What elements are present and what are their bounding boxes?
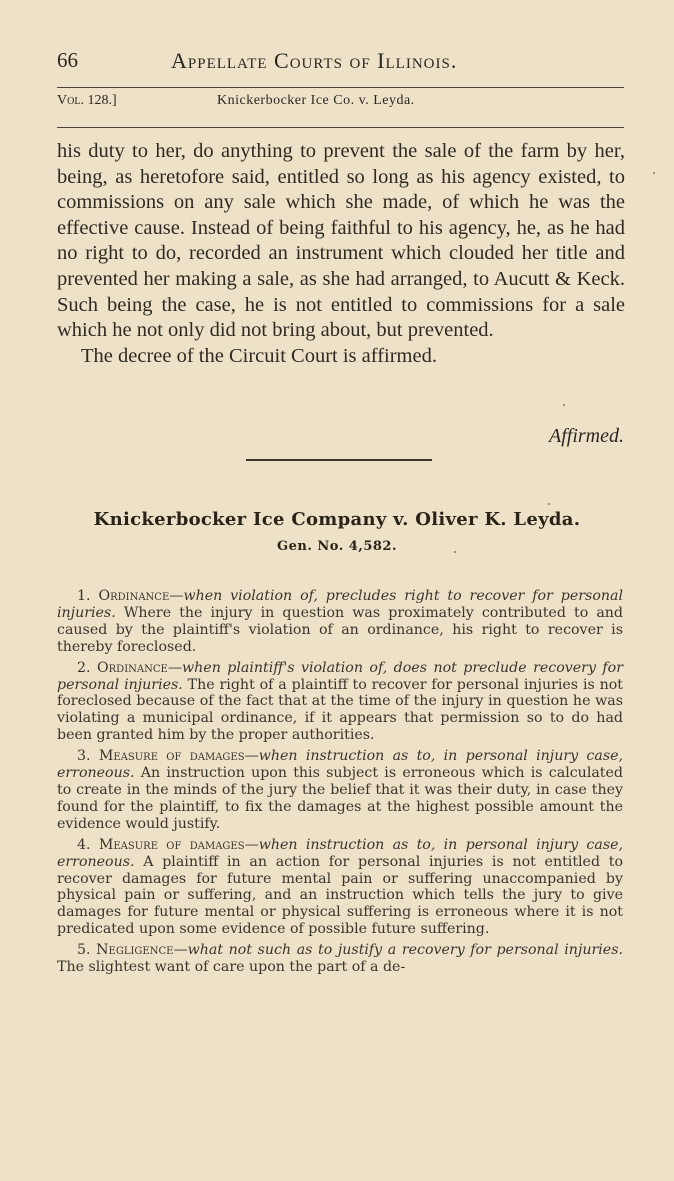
headnote [57,588,623,656]
page-number: 66 [57,48,78,72]
headnote [57,660,623,745]
headnote-topic: Measure of damages [98,836,245,853]
case-short-title: Knickerbocker Ice Co. v. Leyda. [217,93,415,108]
headnote-number: 3. [77,748,91,765]
headnote-topic: Ordinance [98,588,170,604]
headnote [57,748,623,833]
section-divider [246,459,432,461]
headnote-topic: Ordinance [97,659,168,676]
headnote-text: An instruction upon this subject is erroneous which is calculated to create in the minds of the jury the belief that it was their duty, in case they found for the plaintiff, to fix the damages at the highest possible amount the evidence would justify. [57,765,623,832]
headnote-summary: —when instruction as to, in personal injury case, erroneous. [57,748,624,782]
headnote-text: The slightest want of care upon the part of a de- [57,959,406,976]
headnote-topic: Negligence [96,942,174,959]
headnote-summary: —when violation of, precludes right to recover for personal injuries. [57,588,623,621]
running-title: Appellate Courts of Illinois. [171,48,458,73]
paper-speck [454,551,456,553]
opinion-paragraph: his duty to her, do anything to prevent the sale of the farm by her, being, as heretofore said, entitled so long as his agency existed, to commissions on any sale which she made, of which he was the effective cause. Instead of being faithful to his agency, he, as he had no right to do, recorded an instrument which clouded her title and prevented her making a sale, as she had arranged, to Aucutt & Keck. Such being the case, he is not entitled to commissions for a sale which he not only did not bring about, but prevented. [57,140,625,342]
paper-speck [563,404,565,406]
header-rule-bottom [57,127,624,128]
headnote [57,942,623,976]
volume-label: Vol. 128.] [57,93,117,108]
case-title: Knickerbocker Ice Company v. Oliver K. Leyda. [93,509,581,530]
paper-speck [653,172,655,174]
headnotes [57,588,623,980]
headnote-summary: —when instruction as to, in personal injury case, erroneous. [57,836,624,870]
headnote-number: 2. [77,659,91,676]
opinion-text [57,139,625,369]
general-number: Gen. No. 4,582. [277,539,397,554]
headnote-summary: —when plaintiff's violation of, does not preclude recovery for personal injuries. [57,659,623,693]
headnote-text: Where the injury in question was proximately contributed to and caused by the plaintiff's violation of an ordinance, his right to recover is thereby foreclosed. [57,604,623,655]
paper-speck [548,503,550,505]
page-header [57,48,624,84]
headnote-number: 5. [77,942,91,959]
headnote-number: 1. [77,588,91,604]
header-rule-top [57,87,624,88]
headnote-summary: —what not such as to justify a recovery for personal injuries. [173,942,623,959]
opinion-paragraph: The decree of the Circuit Court is affirmed. [81,344,437,367]
headnote-number: 4. [77,836,91,853]
headnote [57,837,623,938]
sub-header [57,93,624,117]
headnote-text: A plaintiff in an action for personal injuries is not entitled to recover damages for future mental pain or suffering unaccompanied by physical pain or suffering, and an instruction which tells the jury to give damages for future mental or physical suffering is erroneous where it is not predicated upon some evidence of possible future suffering. [57,853,624,938]
disposition: Affirmed. [549,425,624,447]
headnote-text: The right of a plaintiff to recover for personal injuries is not foreclosed because of the fact that at the time of the injury in question he was violating a municipal ordinance, if it appears that permission so to do had been granted him by the proper authorities. [57,676,623,744]
headnote-topic: Measure of damages [98,748,245,765]
